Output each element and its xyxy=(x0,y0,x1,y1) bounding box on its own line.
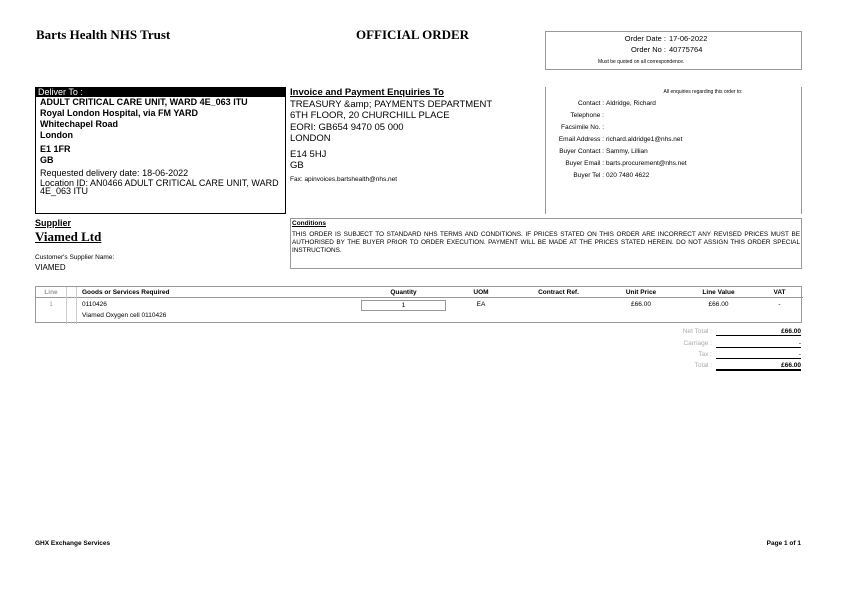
enquiry-value: richard.aldridge1@nhs.net xyxy=(606,136,683,143)
column-header: UOM xyxy=(473,289,489,296)
supplier-heading: Supplier xyxy=(35,218,72,228)
tax-value: - xyxy=(716,351,801,359)
row-line-value: £66.00 xyxy=(708,301,729,308)
enquiry-label: Facsimile No. : xyxy=(561,124,604,131)
deliver-line-6: GB xyxy=(40,155,54,165)
customer-supplier-label: Customer's Supplier Name: xyxy=(35,254,115,261)
row-item-description: Viamed Oxygen cell 0110426 xyxy=(82,312,167,319)
deliver-to-heading: Deliver To : xyxy=(36,88,285,97)
trust-name: Barts Health NHS Trust xyxy=(36,27,171,42)
enquiry-label: Telephone : xyxy=(570,112,604,119)
invoice-fax: Fax: apinvoices.bartshealth@nhs.net xyxy=(290,175,398,183)
enquiries-note: All enquiries regarding this order to: xyxy=(663,89,743,95)
net-total-value: £66.00 xyxy=(716,328,801,336)
enquiry-label: Buyer Tel : xyxy=(573,172,604,179)
column-header: Quantity xyxy=(390,289,417,296)
column-header: Contract Ref. xyxy=(538,289,579,296)
divider xyxy=(801,87,802,214)
order-info-box xyxy=(545,31,802,70)
invoice-line-6: GB xyxy=(290,160,304,171)
order-date-value: 17-06-2022 xyxy=(669,34,708,43)
enquiry-row xyxy=(548,148,798,160)
deliver-line-5: E1 1FR xyxy=(40,144,71,154)
total-label: Total : xyxy=(694,362,712,369)
enquiries-section xyxy=(548,87,798,184)
row-unit-price: £66.00 xyxy=(631,301,651,308)
enquiry-label: Contact : xyxy=(577,100,604,107)
enquiry-value: barts.procurement@nhs.net xyxy=(606,160,687,167)
row-item-code: 0110426 xyxy=(82,301,107,308)
deliver-line-4: London xyxy=(40,130,73,140)
invoice-line-3: EORI: GB654 9470 05 000 xyxy=(290,121,404,133)
tax-label: Tax : xyxy=(698,351,712,358)
invoice-heading: Invoice and Payment Enquiries To xyxy=(290,87,444,98)
header-divider xyxy=(36,297,803,298)
enquiry-label: Buyer Email : xyxy=(565,160,604,167)
customer-supplier-value: VIAMED xyxy=(35,263,66,272)
order-no-value: 40775764 xyxy=(669,45,703,54)
column-header: Goods or Services Required xyxy=(82,289,170,296)
location-id: Location ID: AN0466 ADULT CRITICAL CARE UNIT, WARD 4E_063 ITU xyxy=(40,178,279,196)
column-header: Line xyxy=(44,289,58,296)
column-divider xyxy=(76,287,77,324)
invoice-section xyxy=(290,87,545,185)
order-items-table xyxy=(35,286,802,323)
column-divider xyxy=(66,287,67,324)
document-title: OFFICIAL ORDER xyxy=(356,27,470,42)
net-total-label: Net Total : xyxy=(682,328,712,335)
enquiry-value: Aldridge, Richard xyxy=(606,100,656,107)
carriage-value: - xyxy=(716,340,801,348)
deliver-to-box xyxy=(35,87,286,214)
enquiry-row xyxy=(548,172,798,184)
invoice-line-4: LONDON xyxy=(290,133,331,144)
row-vat: - xyxy=(778,301,781,308)
invoice-line-2: 6TH FLOOR, 20 CHURCHILL PLACE xyxy=(290,110,450,121)
deliver-line-3: Whitechapel Road xyxy=(40,119,119,129)
enquiry-row xyxy=(548,160,798,172)
order-date-label: Order Date : xyxy=(624,34,666,43)
enquiry-label: Email Address : xyxy=(558,136,604,143)
enquiry-value: Sammy, Lillian xyxy=(606,148,648,155)
invoice-line-5: E14 5HJ xyxy=(290,148,327,160)
conditions-text: THIS ORDER IS SUBJECT TO STANDARD NHS TERMS AND CONDITIONS. IF PRICES STATED ON THIS ORDER ARE INCORRECT ANY REVISED PRICES MUST BE AUTHORISED BY THE BUYER PRIOR TO ORDER EXECUTION. PAYMENT WILL BE MADE AT THE PRICES STATED HEREIN. DO NOT ASSIGN THIS ORDER SPECIAL INSTRUCTIONS. xyxy=(292,231,800,254)
enquiry-row xyxy=(548,100,798,112)
requested-delivery-date: Requested delivery date: 18-06-2022 xyxy=(40,168,189,178)
conditions-box xyxy=(290,218,802,269)
column-header: VAT xyxy=(773,289,786,296)
enquiry-row xyxy=(548,112,798,124)
row-line-number: 1 xyxy=(49,301,53,308)
row-quantity: 1 xyxy=(361,300,446,311)
supplier-name: Viamed Ltd xyxy=(35,229,102,244)
divider xyxy=(545,87,546,214)
total-value: £66.00 xyxy=(716,362,801,371)
deliver-line-2: Royal London Hospital, via FM YARD xyxy=(40,108,199,118)
footer-service: GHX Exchange Services xyxy=(35,540,111,547)
deliver-line-1: ADULT CRITICAL CARE UNIT, WARD 4E_063 ITU xyxy=(40,97,248,107)
invoice-line-1: TREASURY &amp; PAYMENTS DEPARTMENT xyxy=(290,98,493,110)
enquiry-row xyxy=(548,124,798,136)
carriage-label: Carriage : xyxy=(683,340,712,347)
enquiry-value: 020 7480 4622 xyxy=(606,172,650,179)
column-header: Unit Price xyxy=(625,289,657,296)
order-note: Must be quoted on all correspondence. xyxy=(598,59,685,65)
row-uom: EA xyxy=(476,301,486,308)
enquiry-label: Buyer Contact : xyxy=(559,148,604,155)
page-number: Page 1 of 1 xyxy=(766,540,801,547)
order-no-label: Order No : xyxy=(630,45,666,54)
conditions-heading: Conditions xyxy=(292,220,326,227)
deliver-address xyxy=(36,97,285,195)
column-header: Line Value xyxy=(702,289,735,296)
enquiry-row xyxy=(548,136,798,148)
